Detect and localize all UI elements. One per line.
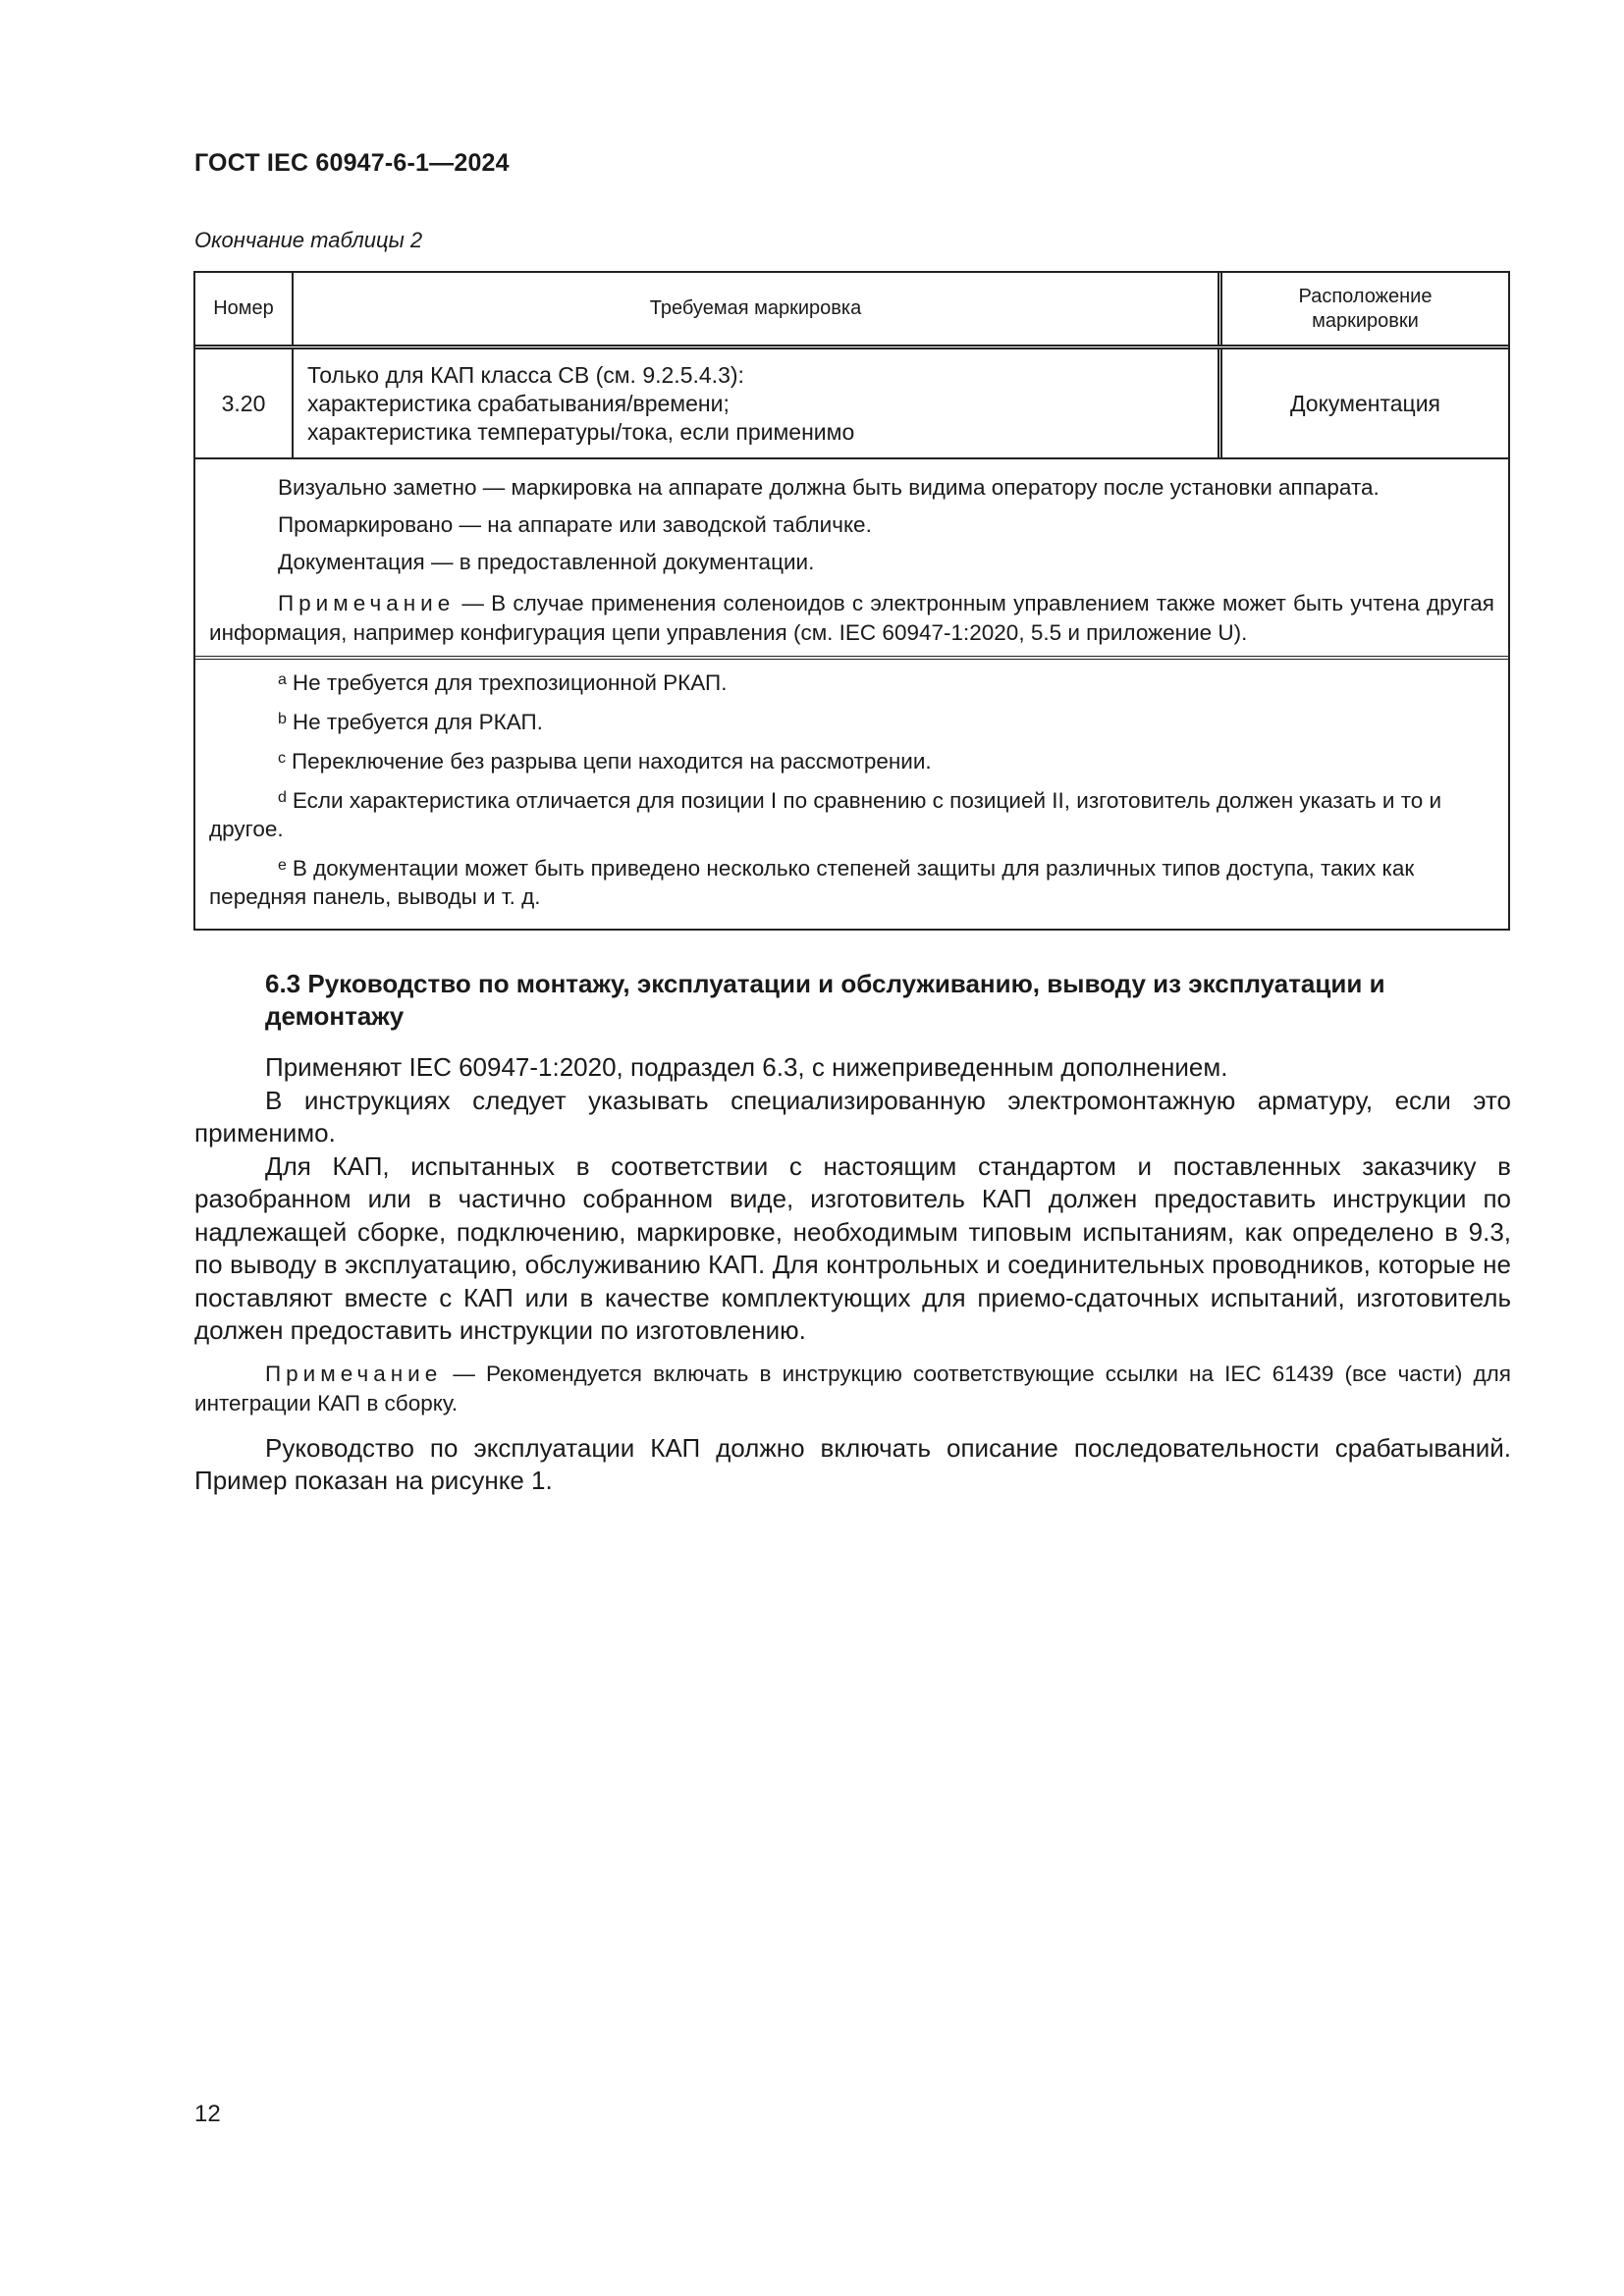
footnote-text: Не требуется для трехпозиционной РКАП.	[292, 670, 728, 695]
row-marking	[294, 349, 1222, 457]
section-heading: 6.3 Руководство по монтажу, эксплуатации и обслуживанию, выводу из эксплуатации и демонтажу	[265, 969, 1385, 1031]
section-note	[194, 1360, 1511, 1418]
column-header-location-line1: Расположение	[1298, 285, 1433, 307]
table-note-text: — В случае применения соленоидов с электронным управлением также может быть учтена другая информация, например конфигурация цепи управления (см. IEC 60947-1:2020, 5.5 и приложение U).	[209, 591, 1494, 645]
row-location: Документация	[1289, 390, 1441, 416]
row-marking-line: характеристика температуры/тока, если применимо	[307, 418, 855, 445]
row-marking-line: характеристика срабатывания/времени;	[307, 390, 730, 416]
footnote-text: Если характеристика отличается для позиции I по сравнению с позицией II, изготовитель должен указать и то и другое.	[209, 788, 1442, 841]
definition-item: Документация — в предоставленной документации.	[278, 550, 815, 574]
table-definitions	[195, 459, 1508, 660]
definition-item: Промаркировано — на аппарате или заводской табличке.	[278, 512, 872, 537]
table-row	[195, 349, 1508, 459]
table-footnotes	[195, 660, 1508, 929]
footnote-mark: a	[278, 671, 287, 688]
row-marking-line: Только для КАП класса CB (см. 9.2.5.4.3):	[307, 361, 744, 388]
footnote-mark: b	[278, 711, 287, 727]
marking-table	[193, 271, 1510, 931]
body-paragraph: Применяют IEC 60947-1:2020, подраздел 6.3, с нижеприведенным дополнением.	[265, 1052, 1228, 1082]
table-caption: Окончание таблицы 2	[194, 228, 423, 252]
definition-item: Визуально заметно — маркировка на аппарате должна быть видима оператору после установки аппарата.	[278, 475, 1380, 500]
section-body	[194, 1051, 1511, 1498]
table-header-row	[195, 273, 1508, 349]
footnote	[209, 851, 1494, 919]
body-paragraph: В инструкциях следует указывать специализированную электромонтажную арматуру, если это применимо.	[194, 1085, 1511, 1148]
table-note-label: Примечание	[278, 591, 456, 615]
page-number: 12	[194, 2101, 221, 2127]
footnote-text: Переключение без разрыва цепи находится на рассмотрении.	[292, 749, 932, 774]
column-header-number: Номер	[195, 273, 294, 345]
section-note-label: Примечание	[265, 1361, 443, 1386]
column-header-marking: Требуемая маркировка	[294, 273, 1222, 345]
footnote-text: Не требуется для РКАП.	[292, 710, 543, 734]
body-paragraph: Руководство по эксплуатации КАП должно включать описание последовательности срабатываний. Пример показан на рисунке 1.	[194, 1432, 1511, 1495]
document-id: ГОСТ IEC 60947-6-1—2024	[194, 149, 510, 177]
row-number: 3.20	[195, 349, 294, 457]
footnote-mark: c	[278, 750, 286, 767]
footnote	[209, 744, 1494, 783]
body-paragraph: Для КАП, испытанных в соответствии с настоящим стандартом и поставленных заказчику в разобранном или в частично собранном виде, изготовитель КАП должен предоставить инструкции по надлежащей сборке, подключению, маркировке, необходимым типовым испытаниям, как определено в 9.3, по выводу в эксплуатацию, обслуживанию КАП. Для контрольных и соединительных проводников, которые не поставляют вместе с КАП или в качестве комплектующих для приемо-сдаточных испытаний, изготовитель должен предоставить инструкции по изготовлению.	[194, 1150, 1511, 1345]
column-header-location	[1222, 273, 1508, 345]
footnote	[209, 666, 1494, 705]
footnote-mark: e	[278, 857, 287, 874]
footnote-text: В документации может быть приведено несколько степеней защиты для различных типов доступа, таких как передняя панель, выводы и т. д.	[209, 856, 1415, 909]
column-header-location-line2: маркировки	[1312, 309, 1419, 332]
table-note	[209, 589, 1494, 648]
footnote-mark: d	[278, 789, 287, 806]
section-note-text: — Рекомендуется включать в инструкцию соответствующие ссылки на IEC 61439 (все части) для интеграции КАП в сборку.	[194, 1361, 1511, 1415]
footnote	[209, 783, 1494, 851]
footnote	[209, 705, 1494, 744]
